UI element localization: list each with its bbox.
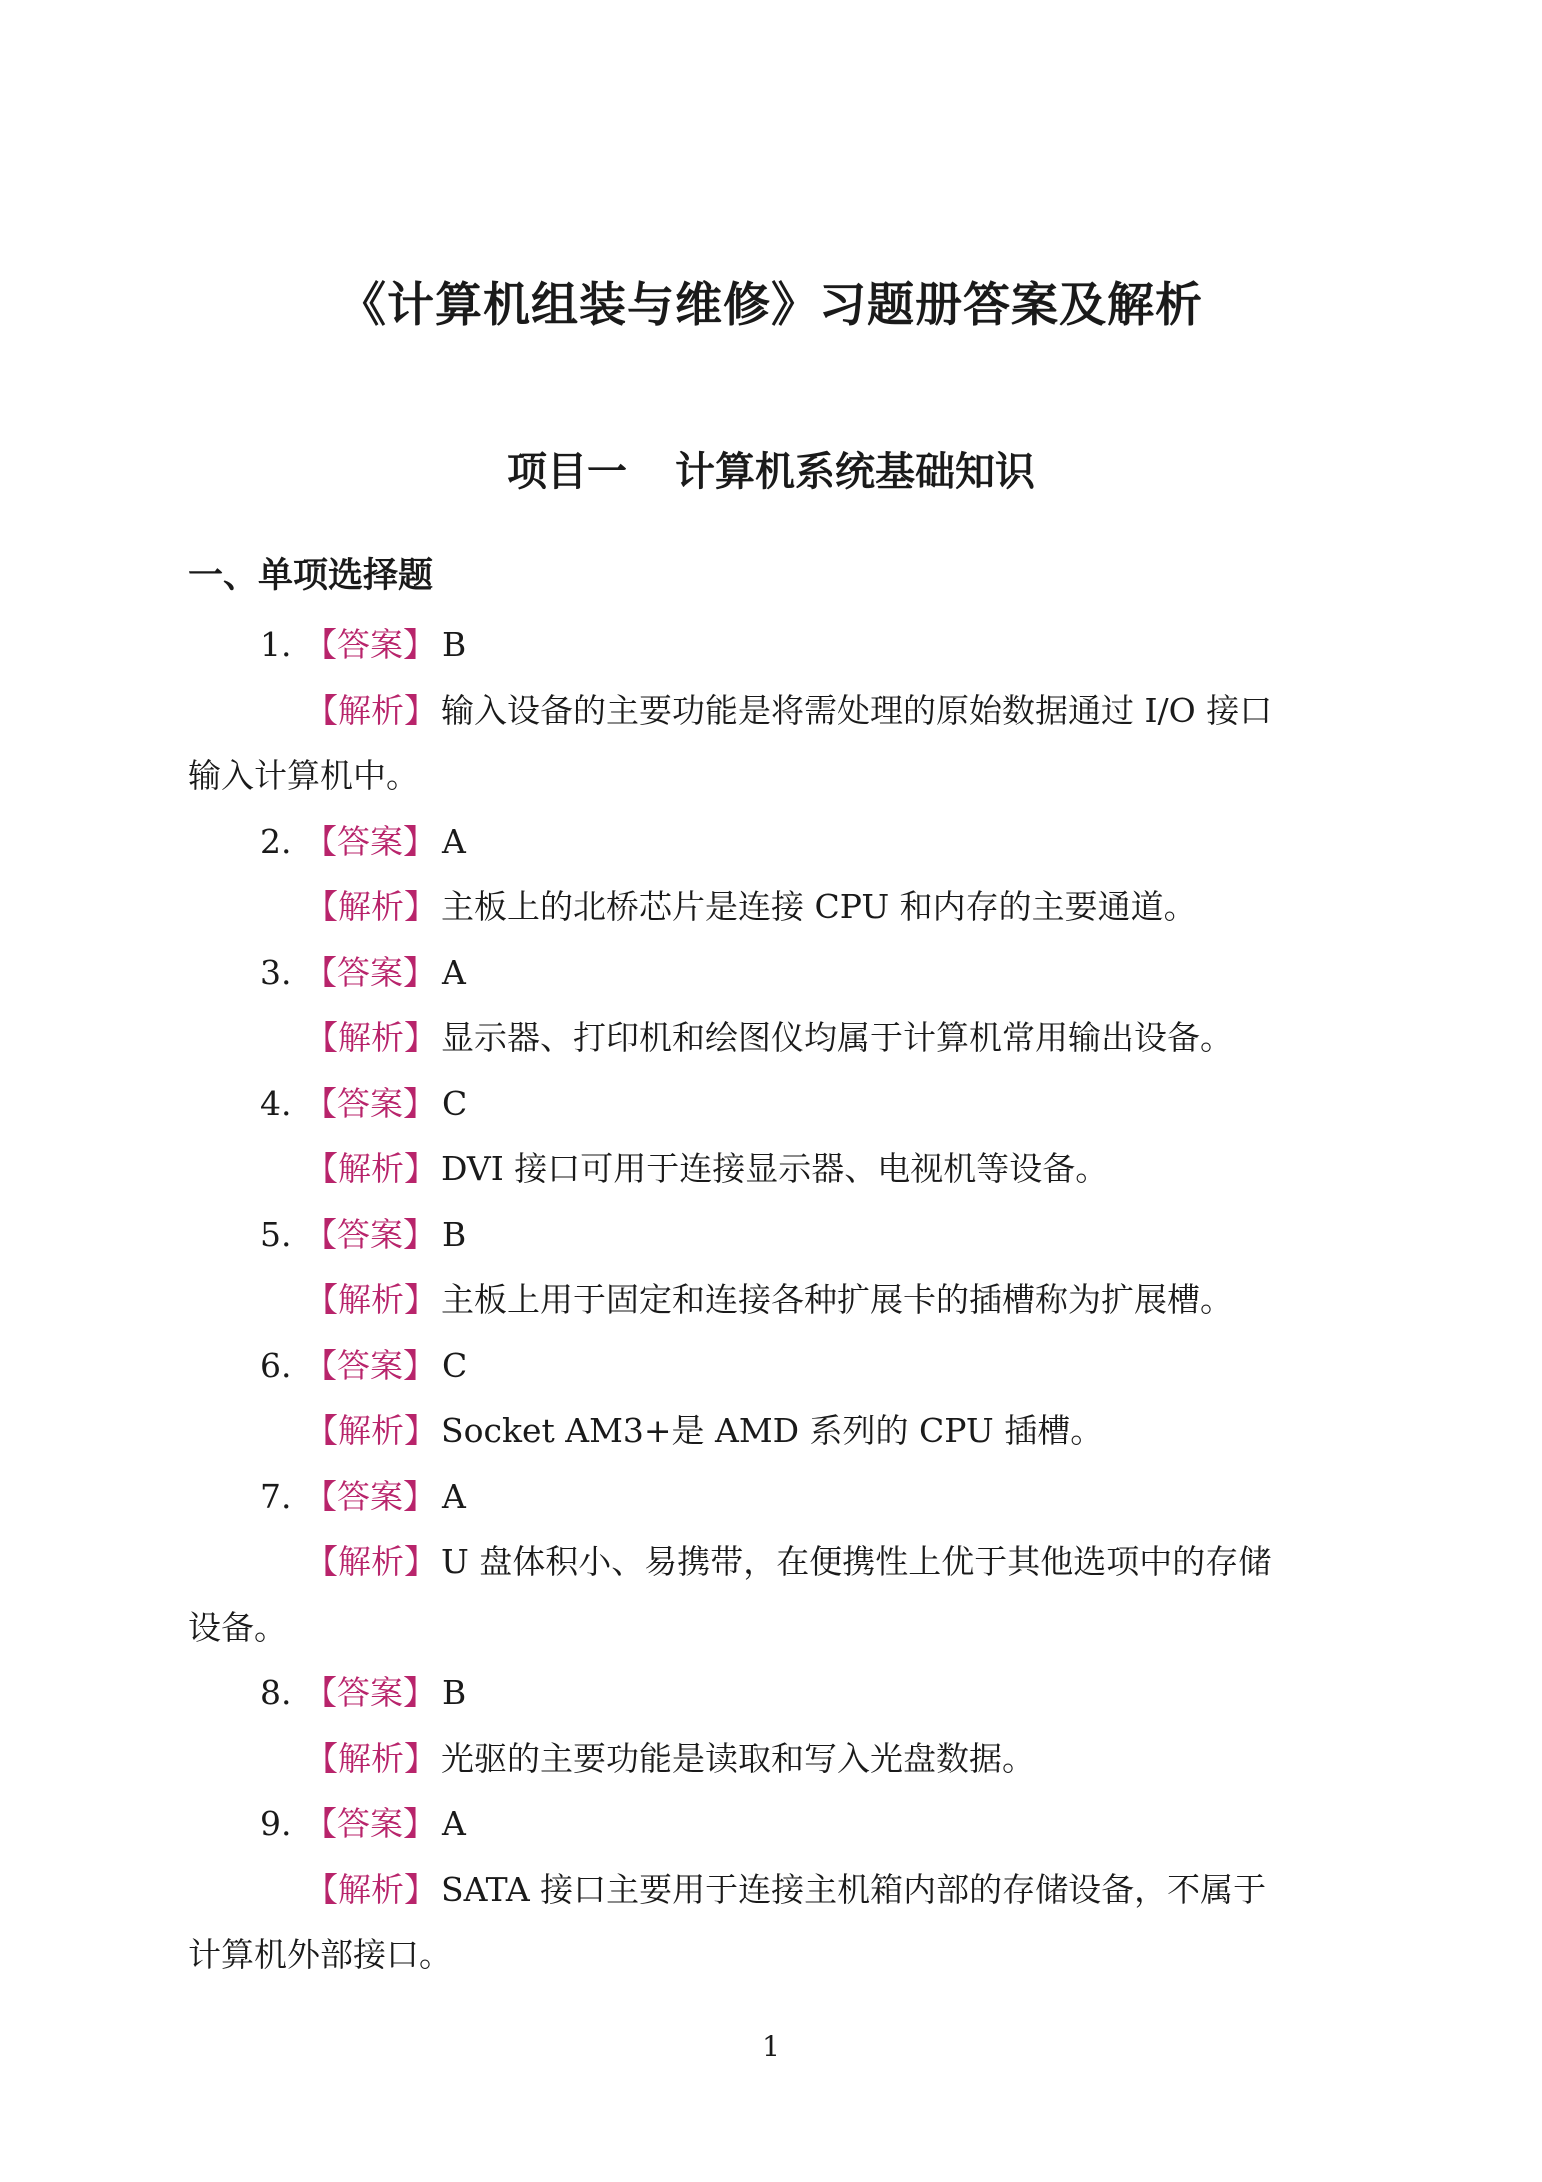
project-title xyxy=(0,440,1542,497)
explanation-continuation: 计算机外部接口。 xyxy=(188,1935,452,1974)
page-number: 1 xyxy=(762,2030,780,2063)
explanation-continuation: 设备。 xyxy=(188,1607,287,1647)
explanation-tag: 【解析】 xyxy=(305,1280,437,1319)
explanation-tag: 【解析】 xyxy=(305,887,437,926)
answer-value: B xyxy=(442,1673,467,1712)
explanation-line xyxy=(0,1857,1542,1923)
explanation-line xyxy=(0,678,1542,744)
question-number: 8. xyxy=(260,1673,292,1712)
answer-tag: 【答案】 xyxy=(304,1804,436,1843)
answer-tag: 【答案】 xyxy=(304,625,436,664)
answer-value: C xyxy=(442,1083,468,1123)
question-number: 9. xyxy=(260,1804,292,1843)
answer-tag: 【答案】 xyxy=(304,1345,436,1385)
question-number: 7. xyxy=(260,1476,292,1516)
explanation-tag: 【解析】 xyxy=(305,690,437,730)
explanation-text: 显示器、打印机和绘图仪均属于计算机常用输出设备。 xyxy=(441,1018,1233,1057)
answer-tag: 【答案】 xyxy=(304,1476,436,1516)
answer-tag: 【答案】 xyxy=(304,952,436,992)
section-heading: 一、单项选择题 xyxy=(188,556,434,596)
explanation-line xyxy=(0,1267,1542,1333)
explanation-text: 输入设备的主要功能是将需处理的原始数据通过 I/O 接口 xyxy=(441,690,1273,730)
question-number: 4. xyxy=(260,1083,292,1123)
explanation-text: U 盘体积小、易携带，在便携性上优于其他选项中的存储 xyxy=(441,1542,1272,1581)
explanation-tag: 【解析】 xyxy=(305,1411,437,1450)
explanation-line xyxy=(0,1726,1542,1792)
answer-tag: 【答案】 xyxy=(304,1083,436,1123)
answer-line xyxy=(0,612,1542,678)
explanation-tag: 【解析】 xyxy=(305,1149,437,1188)
answer-tag: 【答案】 xyxy=(304,821,436,861)
answer-line xyxy=(0,1202,1542,1268)
explanation-text: Socket AM3+是 AMD 系列的 CPU 插槽。 xyxy=(441,1411,1104,1450)
answer-list xyxy=(0,612,1542,1988)
explanation-line xyxy=(0,1005,1542,1071)
explanation-line xyxy=(0,1398,1542,1464)
answer-value: A xyxy=(442,1804,466,1843)
answer-line xyxy=(0,1464,1542,1530)
answer-value: A xyxy=(442,1476,466,1516)
document-title: 《计算机组装与维修》习题册答案及解析 xyxy=(339,278,1203,333)
explanation-continuation: 输入计算机中。 xyxy=(188,756,419,795)
answer-tag: 【答案】 xyxy=(304,1673,436,1712)
question-number: 5. xyxy=(260,1214,292,1254)
explanation-text: 主板上的北桥芯片是连接 CPU 和内存的主要通道。 xyxy=(441,887,1197,926)
explanation-text: DVI 接口可用于连接显示器、电视机等设备。 xyxy=(441,1149,1109,1188)
explanation-tag: 【解析】 xyxy=(305,1869,437,1909)
answer-value: A xyxy=(442,952,466,992)
answer-line xyxy=(0,1071,1542,1137)
explanation-line xyxy=(0,1529,1542,1595)
answer-line xyxy=(0,1660,1542,1726)
project-name: 计算机系统基础知识 xyxy=(675,449,1035,495)
answer-value: A xyxy=(442,821,466,861)
explanation-text: 主板上用于固定和连接各种扩展卡的插槽称为扩展槽。 xyxy=(441,1280,1233,1319)
question-number: 1. xyxy=(260,625,292,664)
explanation-line xyxy=(0,874,1542,940)
answer-line xyxy=(0,1333,1542,1399)
explanation-line xyxy=(0,1136,1542,1202)
explanation-text: SATA 接口主要用于连接主机箱内部的存储设备，不属于 xyxy=(441,1869,1267,1909)
question-number: 2. xyxy=(260,821,292,861)
answer-line xyxy=(0,809,1542,875)
project-label: 项目一 xyxy=(507,449,627,495)
explanation-tag: 【解析】 xyxy=(305,1542,437,1581)
explanation-text: 光驱的主要功能是读取和写入光盘数据。 xyxy=(441,1738,1035,1778)
answer-line xyxy=(0,1791,1542,1857)
question-number: 6. xyxy=(260,1345,292,1385)
explanation-tag: 【解析】 xyxy=(305,1018,437,1057)
answer-value: B xyxy=(442,1214,467,1254)
answer-value: C xyxy=(442,1345,468,1385)
answer-value: B xyxy=(442,625,467,664)
explanation-tag: 【解析】 xyxy=(305,1738,437,1778)
answer-tag: 【答案】 xyxy=(304,1214,436,1254)
answer-line xyxy=(0,940,1542,1006)
question-number: 3. xyxy=(260,952,292,992)
